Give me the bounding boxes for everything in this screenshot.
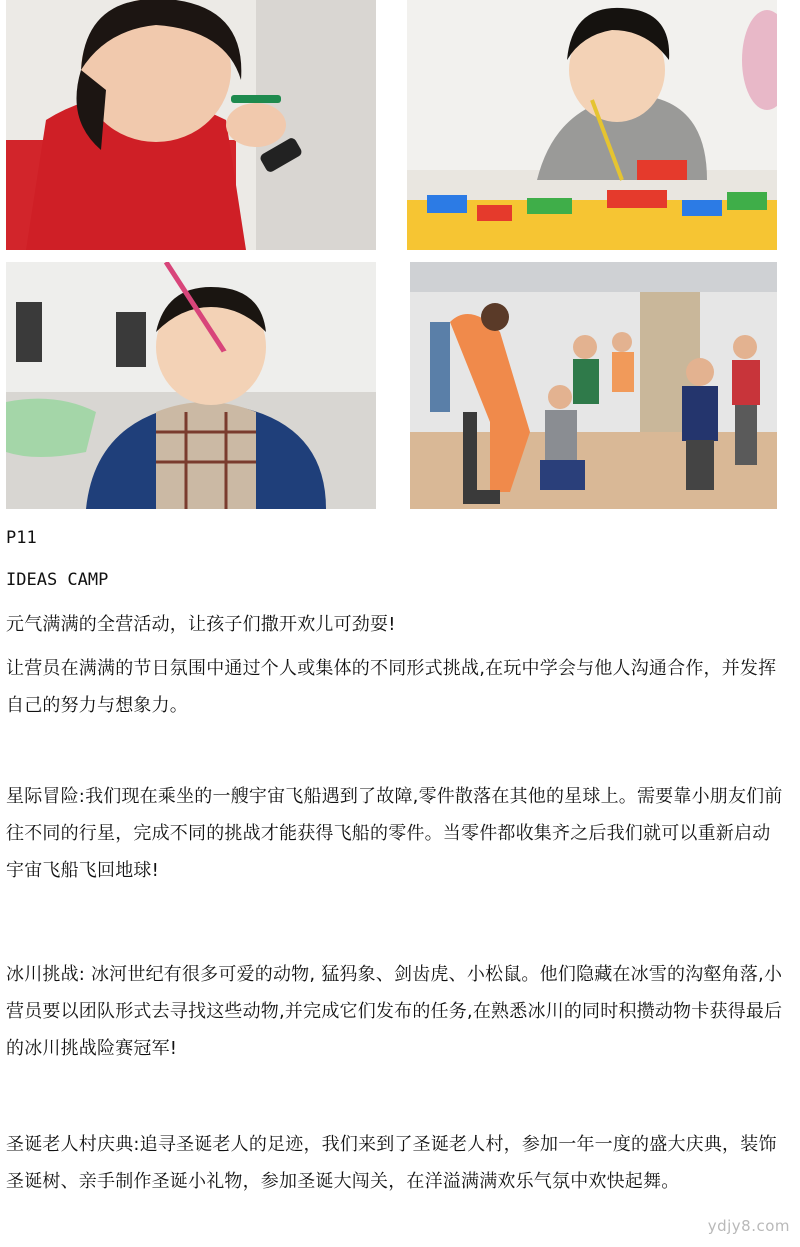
intro-line-2: 让营员在满满的节日氛围中通过个人或集体的不同形式挑战,在玩中学会与他人沟通合作，并发挥自己的努力与想象力。 bbox=[6, 658, 777, 716]
camp-name: IDEAS CAMP bbox=[6, 570, 109, 590]
photo-toddler-pen-image bbox=[6, 262, 376, 509]
section-interstellar-adventure: 星际冒险:我们现在乘坐的一艘宇宙飞船遇到了故障,零件散落在其他的星球上。需要靠小朋友们前往不同的行星，完成不同的挑战才能获得飞船的零件。当零件都收集齐之后我们就可以重新启动宇宙飞船飞回地球! bbox=[6, 786, 783, 881]
photo-boy-lego bbox=[407, 0, 777, 250]
watermark: ydjy8.com bbox=[707, 1217, 790, 1235]
photo-boy-lego-image bbox=[407, 0, 777, 250]
photo-group-activity bbox=[410, 262, 777, 509]
intro-line-1: 元气满满的全营活动，让孩子们撒开欢儿可劲耍! bbox=[6, 614, 396, 635]
photo-toddler-pen bbox=[6, 262, 376, 509]
photo-girl-drawing-image bbox=[6, 0, 376, 250]
photo-group-activity-image bbox=[410, 262, 777, 509]
page-number: P11 bbox=[6, 528, 37, 548]
section-glacier-challenge: 冰川挑战: 冰河世纪有很多可爱的动物, 猛犸象、剑齿虎、小松鼠。他们隐藏在冰雪的沟壑角落,小营员要以团队形式去寻找这些动物,并完成它们发布的任务,在熟悉冰川的同时积攒动物卡获得最后的冰川挑战险赛冠军! bbox=[6, 964, 783, 1059]
photo-girl-drawing bbox=[6, 0, 376, 250]
section-santa-village: 圣诞老人村庆典:追寻圣诞老人的足迹，我们来到了圣诞老人村，参加一年一度的盛大庆典，装饰圣诞树、亲手制作圣诞小礼物，参加圣诞大闯关，在洋溢满满欢乐气氛中欢快起舞。 bbox=[6, 1134, 777, 1192]
